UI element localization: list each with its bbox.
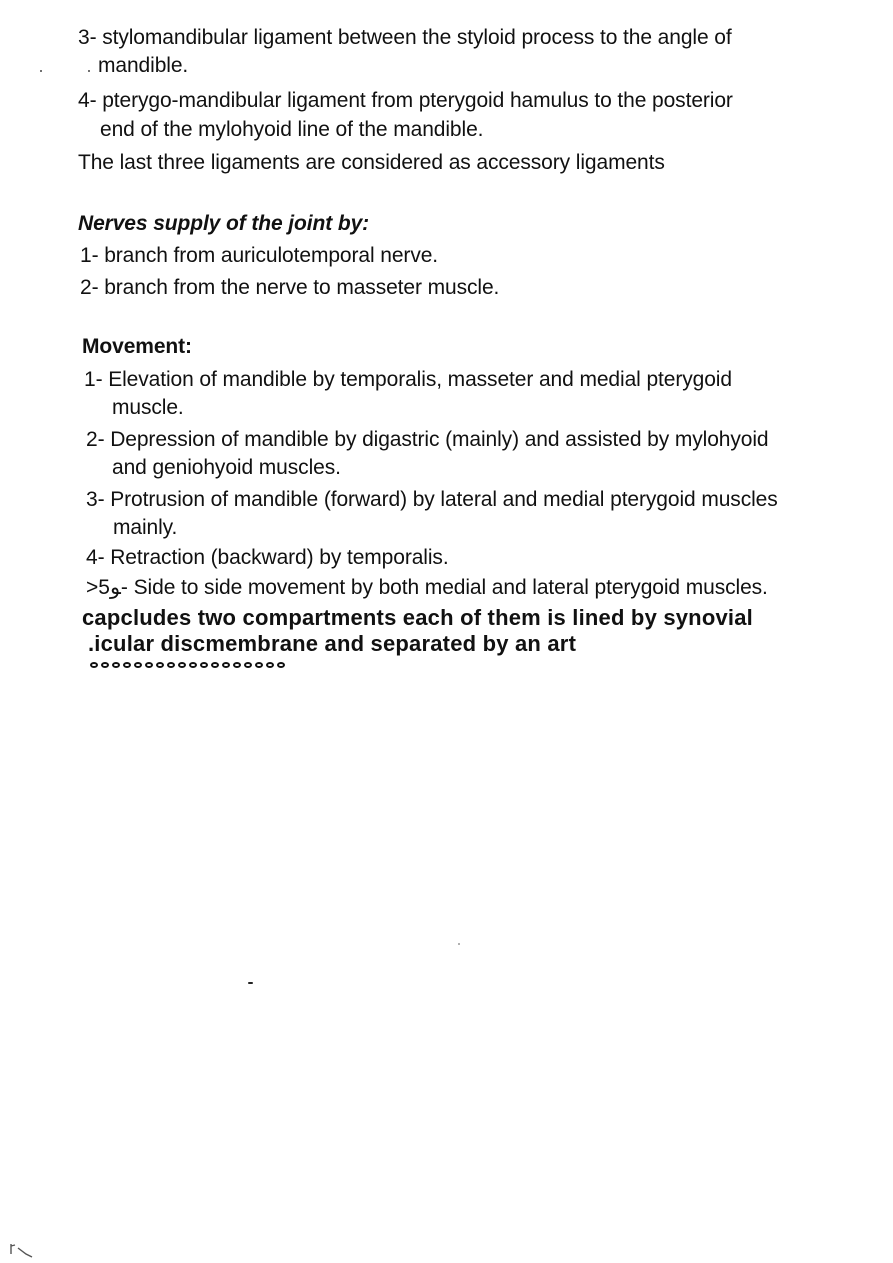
decorative-dot	[167, 662, 175, 668]
movement-item-1-line-1: 1- Elevation of mandible by temporalis, masseter and medial pterygoid	[84, 368, 732, 391]
accessory-ligaments-note: The last three ligaments are considered as accessory ligaments	[78, 151, 665, 174]
decorative-dot	[156, 662, 164, 668]
decorative-dot	[134, 662, 142, 668]
scan-speck	[88, 70, 90, 72]
decorative-dot	[178, 662, 186, 668]
ligament-item-3-line-2: mandible.	[98, 54, 189, 77]
decorative-dot	[277, 662, 285, 668]
scan-speck	[40, 70, 42, 72]
decorative-dot	[255, 662, 263, 668]
decorative-dot	[101, 662, 109, 668]
movement-item-4: 4- Retraction (backward) by temporalis.	[86, 546, 449, 569]
nerve-item-1: 1- branch from auriculotemporal nerve.	[80, 244, 439, 267]
movement-item-3-line-2: mainly.	[113, 516, 178, 539]
decorative-dot	[244, 662, 252, 668]
movement-item-1-line-2: muscle.	[112, 396, 184, 419]
scan-corner-mark	[8, 1242, 34, 1258]
decorative-dot-row	[90, 662, 285, 668]
movement-item-5: >ﻮ5- Side to side movement by both medial and lateral pterygoid muscles.	[86, 576, 768, 599]
overlay-line-2: .icular discmembrane and separated by an art	[88, 631, 577, 656]
decorative-dot	[90, 662, 98, 668]
decorative-dot	[266, 662, 274, 668]
decorative-dot	[145, 662, 153, 668]
nerves-heading: Nerves supply of the joint by:	[78, 212, 370, 235]
decorative-dot	[112, 662, 120, 668]
decorative-dot	[189, 662, 197, 668]
ligament-item-4-line-2: end of the mylohyoid line of the mandible.	[100, 118, 484, 141]
decorative-dot	[123, 662, 131, 668]
scan-speck	[248, 982, 253, 984]
movement-item-3-line-1: 3- Protrusion of mandible (forward) by lateral and medial pterygoid muscles	[86, 488, 778, 511]
decorative-dot	[211, 662, 219, 668]
overlay-line-1: capcludes two compartments each of them is lined by synovial	[82, 605, 753, 630]
scan-speck	[458, 943, 460, 945]
movement-item-2-line-2: and geniohyoid muscles.	[112, 456, 341, 479]
decorative-dot	[222, 662, 230, 668]
movement-heading: Movement:	[82, 335, 192, 358]
nerve-item-2: 2- branch from the nerve to masseter muscle.	[80, 276, 500, 299]
decorative-dot	[200, 662, 208, 668]
decorative-dot	[233, 662, 241, 668]
ligament-item-4-line-1: 4- pterygo-mandibular ligament from pterygoid hamulus to the posterior	[78, 89, 733, 112]
ligament-item-3-line-1: 3- stylomandibular ligament between the styloid process to the angle of	[78, 26, 732, 49]
movement-item-2-line-1: 2- Depression of mandible by digastric (mainly) and assisted by mylohyoid	[86, 428, 769, 451]
